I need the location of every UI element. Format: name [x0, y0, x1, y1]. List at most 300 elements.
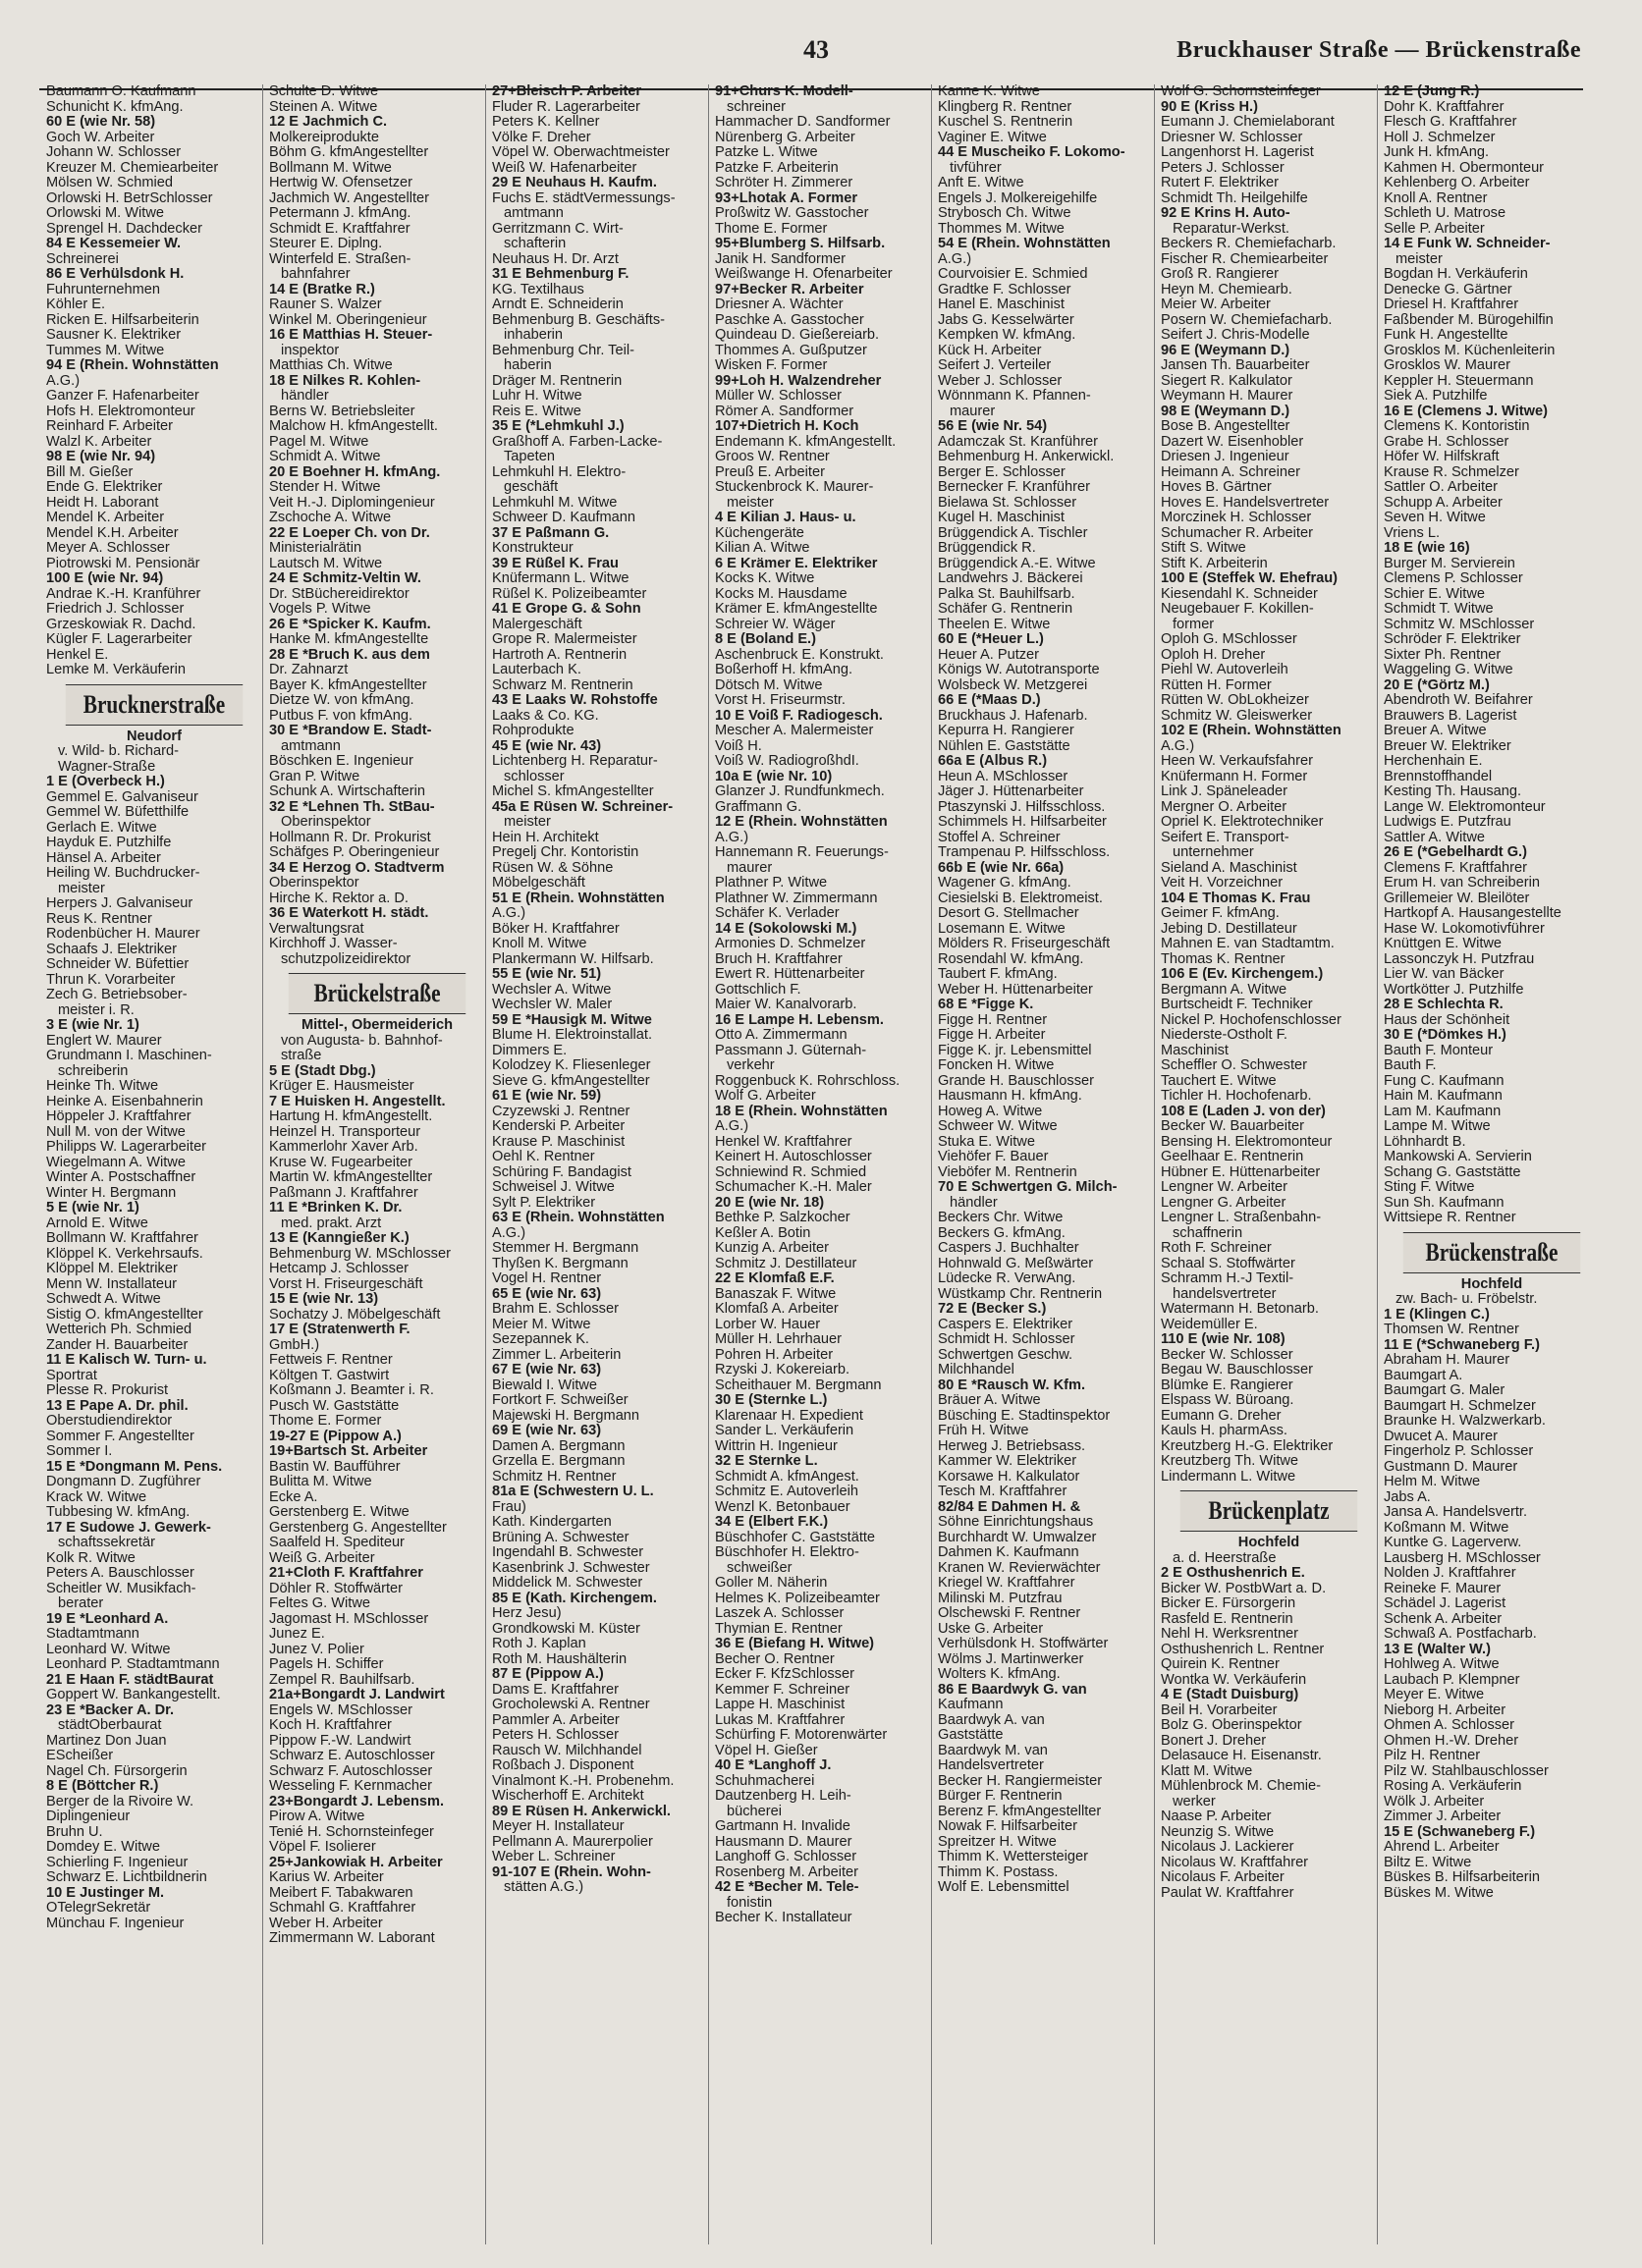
- directory-entry: Keppler H. Steuermann: [1384, 373, 1534, 389]
- entry-continuation: schlosser: [504, 769, 565, 784]
- directory-entry: Schürfing F. Motorenwärter: [715, 1728, 888, 1743]
- directory-entry: Delasauce H. Eisenanstr.: [1161, 1749, 1322, 1763]
- directory-entry: GmbH.): [269, 1337, 320, 1353]
- directory-entry: Tauchert E. Witwe: [1161, 1073, 1277, 1089]
- directory-entry: Rosing A. Verkäuferin: [1384, 1779, 1522, 1794]
- house-entry: 3 E (wie Nr. 1): [46, 1018, 139, 1033]
- entry-continuation: verkehr: [727, 1058, 775, 1073]
- house-entry: 93+Lhotak A. Former: [715, 190, 858, 206]
- house-entry: 32 E *Lehnen Th. StBau-: [269, 799, 435, 815]
- directory-entry: Herpers J. Galvaniseur: [46, 896, 193, 911]
- directory-entry: Breuer A. Witwe: [1384, 724, 1487, 738]
- directory-entry: Thome E. Former: [269, 1414, 382, 1429]
- directory-entry: Palka St. Bauhilfsarb.: [938, 586, 1075, 602]
- directory-entry: Höfer W. Hilfskraft: [1384, 450, 1500, 464]
- entry-continuation: v. Wild- b. Richard-: [58, 744, 179, 759]
- directory-entry: Grosklos M. Küchenleiterin: [1384, 343, 1556, 358]
- directory-entry: Dohr K. Kraftfahrer: [1384, 99, 1505, 115]
- directory-entry: Vöpel W. Oberwachtmeister: [492, 145, 670, 160]
- directory-entry: Hohnwald G. Meßwärter: [938, 1256, 1094, 1271]
- directory-entry: Glanzer J. Rundfunkmech.: [715, 784, 885, 799]
- directory-entry: Köhler E.: [46, 297, 106, 312]
- house-entry: 90 E (Kriss H.): [1161, 99, 1258, 115]
- directory-entry: Gran P. Witwe: [269, 769, 360, 784]
- directory-entry: Schweisel J. Witwe: [492, 1180, 615, 1195]
- directory-entry: Heuer A. Putzer: [938, 647, 1040, 663]
- directory-entry: Hohlweg A. Witwe: [1384, 1657, 1500, 1672]
- house-entry: 95+Blumberg S. Hilfsarb.: [715, 237, 886, 251]
- house-entry: 18 E Nilkes R. Kohlen-: [269, 373, 421, 389]
- directory-entry: Kanne K. Witwe: [938, 84, 1040, 99]
- entry-continuation: berater: [58, 1596, 104, 1611]
- entry-continuation: schaftssekretär: [58, 1536, 155, 1550]
- entry-continuation: meister: [727, 495, 774, 511]
- directory-entry: Wolf G. Arbeiter: [715, 1089, 816, 1104]
- directory-entry: Konstrukteur: [492, 541, 574, 556]
- house-entry: 26 E *Spicker K. Kaufm.: [269, 617, 431, 632]
- house-entry: 10 E Voiß F. Radiogesch.: [715, 708, 883, 724]
- directory-entry: Philipps W. Lagerarbeiter: [46, 1140, 207, 1155]
- directory-entry: Knoll A. Rentner: [1384, 190, 1488, 206]
- directory-entry: Thommes A. Gußputzer: [715, 343, 867, 358]
- directory-entry: Bastin W. Baufführer: [269, 1459, 401, 1475]
- house-entry: 30 E (*Dömkes H.): [1384, 1028, 1506, 1043]
- directory-entry: Herweg J. Betriebsass.: [938, 1438, 1086, 1454]
- directory-entry: Paulat W. Kraftfahrer: [1161, 1885, 1294, 1901]
- street-heading: Brückelstraße: [289, 973, 465, 1014]
- directory-entry: Büskes M. Witwe: [1384, 1885, 1494, 1901]
- directory-entry: A.G.): [715, 830, 749, 845]
- directory-entry: Wönnmann K. Pfannen-: [938, 389, 1091, 404]
- directory-entry: Schramm H.-J Textil-: [1161, 1271, 1294, 1286]
- directory-entry: Schleth U. Matrose: [1384, 206, 1506, 221]
- directory-entry: Weidemüller E.: [1161, 1317, 1258, 1332]
- house-entry: 100 E (wie Nr. 94): [46, 571, 164, 586]
- directory-entry: Faßbender M. Bürogehilfin: [1384, 312, 1554, 328]
- directory-entry: Peters A. Bauschlosser: [46, 1566, 194, 1581]
- directory-entry: Gerlach E. Witwe: [46, 820, 157, 836]
- house-entry: 8 E (Boland E.): [715, 632, 816, 647]
- house-entry: 27+Bleisch P. Arbeiter: [492, 84, 642, 99]
- house-entry: 60 E (wie Nr. 58): [46, 115, 156, 130]
- house-entry: 34 E Herzog O. Stadtverm: [269, 860, 445, 876]
- house-entry: 34 E (Elbert F.K.): [715, 1515, 829, 1530]
- directory-entry: Driesner A. Wächter: [715, 297, 844, 312]
- directory-entry: Völke F. Dreher: [492, 130, 591, 145]
- directory-entry: Thomsen W. Rentner: [1384, 1323, 1519, 1337]
- directory-entry: Saalfeld H. Spediteur: [269, 1536, 405, 1550]
- directory-entry: Bauth F.: [1384, 1058, 1437, 1073]
- directory-entry: Heinke A. Eisenbahnerin: [46, 1094, 203, 1109]
- directory-entry: Hannemann R. Feuerungs-: [715, 845, 889, 860]
- entry-continuation: zw. Bach- u. Fröbelstr.: [1396, 1292, 1538, 1307]
- directory-entry: Lorber W. Hauer: [715, 1317, 821, 1332]
- directory-entry: Desort G. Stellmacher: [938, 906, 1079, 921]
- directory-entry: Nicolaus J. Lackierer: [1161, 1840, 1294, 1855]
- directory-entry: Goch W. Arbeiter: [46, 130, 155, 145]
- directory-entry: Hartkopf A. Hausangestellte: [1384, 906, 1561, 921]
- directory-entry: Berger de la Rivoire W.: [46, 1794, 194, 1809]
- directory-entry: Gartmann H. Invalide: [715, 1819, 850, 1834]
- directory-entry: Rasfeld E. Rentnerin: [1161, 1611, 1293, 1627]
- directory-entry: Oehl K. Rentner: [492, 1150, 595, 1164]
- directory-entry: Knüfermann L. Witwe: [492, 571, 629, 586]
- house-entry: 15 E *Dongmann M. Pens.: [46, 1459, 223, 1475]
- directory-entry: Schenk A. Arbeiter: [1384, 1611, 1503, 1627]
- directory-entry: Kück H. Arbeiter: [938, 343, 1042, 358]
- house-entry: 39 E Rüßel K. Frau: [492, 556, 619, 571]
- directory-entry: Rosendahl W. kfmAng.: [938, 951, 1084, 967]
- directory-entry: Kunzig A. Arbeiter: [715, 1241, 830, 1256]
- directory-entry: Fischer R. Chemiearbeiter: [1161, 251, 1329, 267]
- directory-entry: Kauls H. pharmAss.: [1161, 1424, 1287, 1438]
- directory-entry: Wenzl K. Betonbauer: [715, 1499, 850, 1515]
- house-entry: 26 E (*Gebelhardt G.): [1384, 845, 1527, 860]
- directory-entry: Helmes K. Polizeibeamter: [715, 1591, 880, 1606]
- directory-entry: Kilian A. Witwe: [715, 541, 810, 556]
- directory-entry: Dötsch M. Witwe: [715, 677, 823, 693]
- directory-entry: Bulitta M. Witwe: [269, 1475, 372, 1489]
- directory-entry: Jebing D. Destillateur: [1161, 921, 1297, 937]
- directory-entry: Kath. Kindergarten: [492, 1515, 612, 1530]
- directory-entry: Kenderski P. Arbeiter: [492, 1119, 626, 1134]
- house-entry: 94 E (Rhein. Wohnstätten: [46, 358, 219, 373]
- house-entry: 19 E *Leonhard A.: [46, 1611, 169, 1627]
- entry-continuation: werker: [1173, 1794, 1216, 1809]
- house-entry: 17 E (Stratenwerth F.: [269, 1323, 410, 1337]
- directory-entry: Knüttgen E. Witwe: [1384, 937, 1503, 951]
- directory-entry: Koch H. Kraftfahrer: [269, 1718, 392, 1733]
- directory-entry: Lassonczyk H. Putzfrau: [1384, 951, 1535, 967]
- house-entry: 16 E Lampe H. Lebensm.: [715, 1012, 884, 1028]
- directory-entry: Landwehrs J. Bäckerei: [938, 571, 1083, 586]
- directory-entry: Hain M. Kaufmann: [1384, 1089, 1503, 1104]
- page-header: [0, 31, 1642, 67]
- directory-entry: A.G.): [1161, 738, 1195, 754]
- directory-entry: Schang G. Gaststätte: [1384, 1164, 1521, 1180]
- house-entry: 110 E (wie Nr. 108): [1161, 1332, 1286, 1347]
- directory-entry: Pagels H. Schiffer: [269, 1657, 384, 1672]
- directory-entry: Költgen T. Gastwirt: [269, 1368, 390, 1383]
- directory-entry: Foncken H. Witwe: [938, 1058, 1055, 1073]
- directory-entry: Null M. von der Witwe: [46, 1124, 186, 1140]
- district-label: Hochfeld: [1237, 1536, 1300, 1550]
- directory-entry: Schuhmacherei: [715, 1773, 815, 1789]
- directory-entry: Bürger F. Rentnerin: [938, 1789, 1063, 1804]
- directory-entry: Schreier W. Wäger: [715, 617, 836, 632]
- directory-entry: Watermann H. Betonarb.: [1161, 1302, 1319, 1317]
- directory-entry: Zander H. Bauarbeiter: [46, 1337, 189, 1353]
- entry-continuation: händler: [281, 389, 329, 404]
- entry-continuation: fonistin: [727, 1895, 773, 1911]
- house-entry: 6 E Krämer E. Elektriker: [715, 556, 878, 571]
- directory-entry: Hausmann D. Maurer: [715, 1834, 852, 1850]
- directory-entry: Figge H. Rentner: [938, 1012, 1048, 1028]
- directory-entry: Grabe H. Schlosser: [1384, 434, 1509, 450]
- directory-entry: Scheithauer M. Bergmann: [715, 1377, 882, 1393]
- directory-entry: Klöppel K. Verkehrsaufs.: [46, 1246, 203, 1262]
- directory-entry: Link J. Späneleader: [1161, 784, 1287, 799]
- directory-entry: Goppert W. Bankangestellt.: [46, 1688, 221, 1702]
- directory-entry: Walzl K. Arbeiter: [46, 434, 152, 450]
- directory-entry: Howeg A. Witwe: [938, 1104, 1043, 1119]
- entry-continuation: unternehmer: [1173, 845, 1254, 860]
- directory-entry: Patzke F. Arbeiterin: [715, 160, 839, 176]
- directory-entry: Dr. StBüchereidirektor: [269, 586, 410, 602]
- directory-entry: Thimm K. Wettersteiger: [938, 1850, 1088, 1864]
- directory-entry: Stuckenbrock K. Maurer-: [715, 480, 874, 495]
- directory-entry: Denecke G. Gärtner: [1384, 282, 1512, 297]
- directory-entry: Niederste-Ostholt F.: [1161, 1028, 1287, 1043]
- directory-entry: Grundmann I. Maschinen-: [46, 1049, 212, 1063]
- directory-entry: Andrae K.-H. Kranführer: [46, 586, 201, 602]
- directory-entry: Driesen J. Ingenieur: [1161, 450, 1289, 464]
- directory-entry: Hofs H. Elektromonteur: [46, 404, 195, 419]
- directory-entry: Nieborg H. Arbeiter: [1384, 1702, 1506, 1718]
- directory-entry: Funk H. Angestellte: [1384, 328, 1508, 343]
- house-entry: 82/84 E Dahmen H. &: [938, 1499, 1081, 1515]
- directory-entry: Ewert R. Hüttenarbeiter: [715, 967, 865, 982]
- directory-entry: Fingerholz P. Schlosser: [1384, 1444, 1534, 1459]
- directory-entry: Wiegelmann A. Witwe: [46, 1155, 186, 1170]
- directory-entry: Lam M. Kaufmann: [1384, 1104, 1502, 1119]
- directory-entry: Jäger J. Hüttenarbeiter: [938, 784, 1084, 799]
- directory-entry: Maschinist: [1161, 1043, 1229, 1058]
- directory-entry: Vorst H. Friseurmstr.: [715, 693, 846, 708]
- directory-entry: Oploh H. Dreher: [1161, 647, 1266, 663]
- directory-entry: Wagener G. kfmAng.: [938, 876, 1071, 891]
- directory-entry: Breuer W. Elektriker: [1384, 738, 1511, 754]
- directory-entry: Kolodzey K. Fliesenleger: [492, 1058, 651, 1073]
- directory-entry: Schröter H. Zimmerer: [715, 176, 853, 190]
- directory-entry: Jabs G. Kesselwärter: [938, 312, 1074, 328]
- directory-entry: Hase W. Lokomotivführer: [1384, 921, 1545, 937]
- directory-entry: Laszek A. Schlosser: [715, 1606, 845, 1621]
- directory-entry: Mölders R. Friseurgeschäft: [938, 937, 1111, 951]
- house-entry: 20 E (*Görtz M.): [1384, 677, 1490, 693]
- directory-entry: Jansa A. Handelsvertr.: [1384, 1505, 1528, 1520]
- directory-entry: Keßler A. Botin: [715, 1225, 811, 1241]
- directory-entry: Münchau F. Ingenieur: [46, 1916, 185, 1931]
- directory-entry: Böker H. Kraftfahrer: [492, 921, 620, 937]
- directory-entry: Luhr H. Witwe: [492, 389, 582, 404]
- directory-entry: Baardwyk A. van: [938, 1712, 1045, 1728]
- directory-entry: Wischerhoff E. Architekt: [492, 1789, 644, 1804]
- directory-entry: Schulte D. Witwe: [269, 84, 379, 99]
- directory-entry: Rzyski J. Kokereiarb.: [715, 1363, 850, 1377]
- directory-entry: Becker H. Rangiermeister: [938, 1773, 1103, 1789]
- directory-entry: Dazert W. Eisenhobler: [1161, 434, 1304, 450]
- house-entry: 8 E (Böttcher R.): [46, 1779, 159, 1794]
- directory-entry: Klöppel M. Elektriker: [46, 1262, 178, 1276]
- directory-entry: OTelegrSekretär: [46, 1901, 151, 1916]
- directory-entry: Schwarz M. Rentnerin: [492, 677, 633, 693]
- directory-entry: Rüsen W. & Söhne: [492, 860, 614, 876]
- directory-entry: Rosenberg M. Arbeiter: [715, 1864, 859, 1880]
- directory-entry: Verhülsdonk H. Stoffwärter: [938, 1637, 1109, 1651]
- entry-continuation: meister: [58, 881, 105, 896]
- directory-entry: Büschhofer C. Gaststätte: [715, 1530, 876, 1545]
- house-entry: 4 E (Stadt Duisburg): [1161, 1688, 1299, 1702]
- directory-entry: Vinalmont K.-H. Probenehm.: [492, 1773, 675, 1789]
- directory-entry: Uske G. Arbeiter: [938, 1621, 1044, 1637]
- directory-entry: Ecker F. KfzSchlosser: [715, 1667, 854, 1682]
- directory-entry: Voiß H.: [715, 738, 762, 754]
- entry-continuation: stätten A.G.): [504, 1880, 584, 1895]
- directory-entry: Schmitz H. Rentner: [492, 1469, 617, 1485]
- directory-entry: Fuhrunternehmen: [46, 282, 161, 297]
- directory-column: [489, 84, 709, 2244]
- directory-entry: Trampenau P. Hilfsschloss.: [938, 845, 1111, 860]
- directory-entry: Schwarz E. Autoschlosser: [269, 1749, 435, 1763]
- directory-entry: Heun A. MSchlosser: [938, 769, 1068, 784]
- directory-entry: Krämer E. kfmAngestellte: [715, 602, 878, 617]
- directory-entry: Behmenburg W. MSchlosser: [269, 1246, 451, 1262]
- directory-entry: Grande H. Bauschlosser: [938, 1073, 1094, 1089]
- house-entry: 21+Cloth F. Kraftfahrer: [269, 1566, 423, 1581]
- directory-entry: Reinhard F. Arbeiter: [46, 419, 173, 434]
- directory-entry: Molkereiprodukte: [269, 130, 379, 145]
- directory-entry: EScheißer: [46, 1749, 114, 1763]
- directory-entry: Stift K. Arbeiterin: [1161, 556, 1268, 571]
- house-entry: 91+Churs K. Modell-: [715, 84, 853, 99]
- directory-entry: Baumgart A.: [1384, 1368, 1463, 1383]
- house-entry: 37 E Paßmann G.: [492, 525, 610, 541]
- directory-entry: Gerritzmann C. Wirt-: [492, 221, 624, 237]
- directory-entry: Zech G. Betriebsober-: [46, 988, 188, 1002]
- directory-entry: Klingberg R. Rentner: [938, 99, 1072, 115]
- directory-entry: Hoves B. Gärtner: [1161, 480, 1272, 495]
- directory-entry: Diplingenieur: [46, 1809, 131, 1824]
- house-entry: 66a E (Albus R.): [938, 754, 1048, 769]
- directory-entry: Meier W. Arbeiter: [1161, 297, 1271, 312]
- directory-entry: Schwaß A. Postfacharb.: [1384, 1627, 1537, 1642]
- directory-entry: Nehl H. Werksrentner: [1161, 1627, 1299, 1642]
- directory-entry: Bruch H. Kraftfahrer: [715, 951, 843, 967]
- directory-entry: Früh H. Witwe: [938, 1424, 1029, 1438]
- directory-entry: Feltes G. Witwe: [269, 1596, 370, 1611]
- house-entry: 16 E (Clemens J. Witwe): [1384, 404, 1548, 419]
- directory-entry: Behmenburg B. Geschäfts-: [492, 312, 666, 328]
- directory-entry: Bethke P. Salzkocher: [715, 1211, 850, 1225]
- directory-entry: Naase P. Arbeiter: [1161, 1809, 1272, 1824]
- directory-entry: Nicolaus F. Arbeiter: [1161, 1870, 1285, 1885]
- directory-entry: Nickel P. Hochofenschlosser: [1161, 1012, 1341, 1028]
- directory-entry: Schniewind R. Schmied: [715, 1164, 867, 1180]
- directory-entry: Taubert F. kfmAng.: [938, 967, 1058, 982]
- directory-entry: Weißwange H. Ofenarbeiter: [715, 267, 893, 282]
- house-entry: 102 E (Rhein. Wohnstätten: [1161, 724, 1341, 738]
- directory-entry: Brennstoffhandel: [1384, 769, 1493, 784]
- directory-entry: Lampe M. Witwe: [1384, 1119, 1491, 1134]
- directory-entry: Schaafs J. Elektriker: [46, 942, 178, 957]
- house-entry: 107+Dietrich H. Koch: [715, 419, 859, 434]
- directory-entry: Lindermann L. Witwe: [1161, 1469, 1296, 1485]
- directory-entry: Kreutzberg Th. Witwe: [1161, 1454, 1299, 1469]
- directory-entry: Sausner K. Elektriker: [46, 328, 182, 343]
- house-entry: 18 E (Rhein. Wohnstätten: [715, 1104, 888, 1119]
- directory-entry: Haus der Schönheit: [1384, 1012, 1510, 1028]
- directory-entry: Nürenberg G. Arbeiter: [715, 130, 855, 145]
- directory-entry: Caspers E. Elektriker: [938, 1317, 1073, 1332]
- directory-entry: Ecke A.: [269, 1489, 318, 1505]
- house-entry: 66 E (*Maas D.): [938, 693, 1041, 708]
- directory-entry: Jabs A.: [1384, 1489, 1431, 1505]
- directory-entry: Figge H. Arbeiter: [938, 1028, 1046, 1043]
- directory-entry: Wolf G. Schornsteinfeger: [1161, 84, 1321, 99]
- directory-entry: Pirow A. Witwe: [269, 1809, 365, 1824]
- directory-entry: Seifert J. Verteiler: [938, 358, 1052, 373]
- directory-entry: Vriens L.: [1384, 525, 1441, 541]
- directory-entry: Kemmer F. Schreiner: [715, 1682, 850, 1698]
- directory-entry: Clemens P. Schlosser: [1384, 571, 1523, 586]
- directory-entry: Mergner O. Arbeiter: [1161, 799, 1287, 815]
- directory-entry: Putbus F. von kfmAng.: [269, 708, 413, 724]
- street-heading: Brückenplatz: [1180, 1490, 1357, 1532]
- directory-entry: Lüdecke R. VerwAng.: [938, 1271, 1076, 1286]
- directory-entry: Brüggendick A.-E. Witwe: [938, 556, 1096, 571]
- directory-entry: Nühlen E. Gaststätte: [938, 738, 1070, 754]
- directory-entry: Pilz H. Rentner: [1384, 1749, 1481, 1763]
- directory-entry: Kuntke G. Lagerverw.: [1384, 1536, 1522, 1550]
- directory-entry: Karius W. Arbeiter: [269, 1870, 384, 1885]
- directory-entry: Steinen A. Witwe: [269, 99, 378, 115]
- entry-continuation: bahnfahrer: [281, 267, 351, 282]
- directory-entry: Schwarz F. Autoschlosser: [269, 1763, 433, 1779]
- directory-entry: Sattler A. Witwe: [1384, 830, 1485, 845]
- directory-entry: Jachmich W. Angestellter: [269, 190, 430, 206]
- directory-entry: Beckers G. kfmAng.: [938, 1225, 1066, 1241]
- directory-entry: Goller M. Näherin: [715, 1576, 828, 1591]
- directory-entry: Wesseling F. Kernmacher: [269, 1779, 433, 1794]
- directory-entry: Anft E. Witwe: [938, 176, 1024, 190]
- directory-entry: Schmidt Th. Heilgehilfe: [1161, 190, 1308, 206]
- directory-entry: Mölsen W. Schmied: [46, 176, 173, 190]
- directory-entry: Keinert H. Autoschlosser: [715, 1150, 872, 1164]
- directory-entry: Schweer D. Kaufmann: [492, 511, 636, 525]
- directory-entry: Reineke F. Maurer: [1384, 1581, 1502, 1596]
- directory-entry: A.G.): [492, 1225, 526, 1241]
- directory-entry: Roth M. Haushälterin: [492, 1651, 628, 1667]
- directory-column: [935, 84, 1155, 2244]
- entry-continuation: Reparatur-Werkst.: [1173, 221, 1289, 237]
- directory-entry: Nolden J. Kraftfahrer: [1384, 1566, 1516, 1581]
- directory-entry: Laubach P. Klempner: [1384, 1672, 1520, 1688]
- directory-entry: Groß R. Rangierer: [1161, 267, 1280, 282]
- directory-entry: Wüstkamp Chr. Rentnerin: [938, 1286, 1103, 1302]
- directory-entry: Kolk R. Witwe: [46, 1550, 136, 1566]
- directory-column: [1381, 84, 1600, 2244]
- directory-entry: Armonies D. Schmelzer: [715, 937, 866, 951]
- directory-entry: Henkel E.: [46, 647, 109, 663]
- house-entry: 40 E *Langhoff J.: [715, 1758, 832, 1773]
- directory-entry: Kepurra H. Rangierer: [938, 724, 1074, 738]
- directory-entry: Blume H. Elektroinstallat.: [492, 1028, 653, 1043]
- directory-entry: Clemens F. Kraftfahrer: [1384, 860, 1527, 876]
- directory-entry: Siek A. Putzhilfe: [1384, 389, 1488, 404]
- directory-entry: Weber H. Arbeiter: [269, 1916, 383, 1931]
- directory-entry: Schierling F. Ingenieur: [46, 1855, 189, 1870]
- directory-entry: Lengner W. Arbeiter: [1161, 1180, 1287, 1195]
- directory-entry: Wittrin H. Ingenieur: [715, 1438, 838, 1454]
- directory-entry: Büsching E. Stadtinspektor: [938, 1408, 1111, 1424]
- directory-entry: Thimm K. Postass.: [938, 1864, 1059, 1880]
- directory-entry: Baumgart G. Maler: [1384, 1383, 1505, 1398]
- directory-entry: Engels J. Molkereigehilfe: [938, 190, 1098, 206]
- directory-entry: Kehlenberg O. Arbeiter: [1384, 176, 1530, 190]
- directory-entry: Löhnhardt B.: [1384, 1134, 1466, 1150]
- directory-entry: Hartroth A. Rentnerin: [492, 647, 628, 663]
